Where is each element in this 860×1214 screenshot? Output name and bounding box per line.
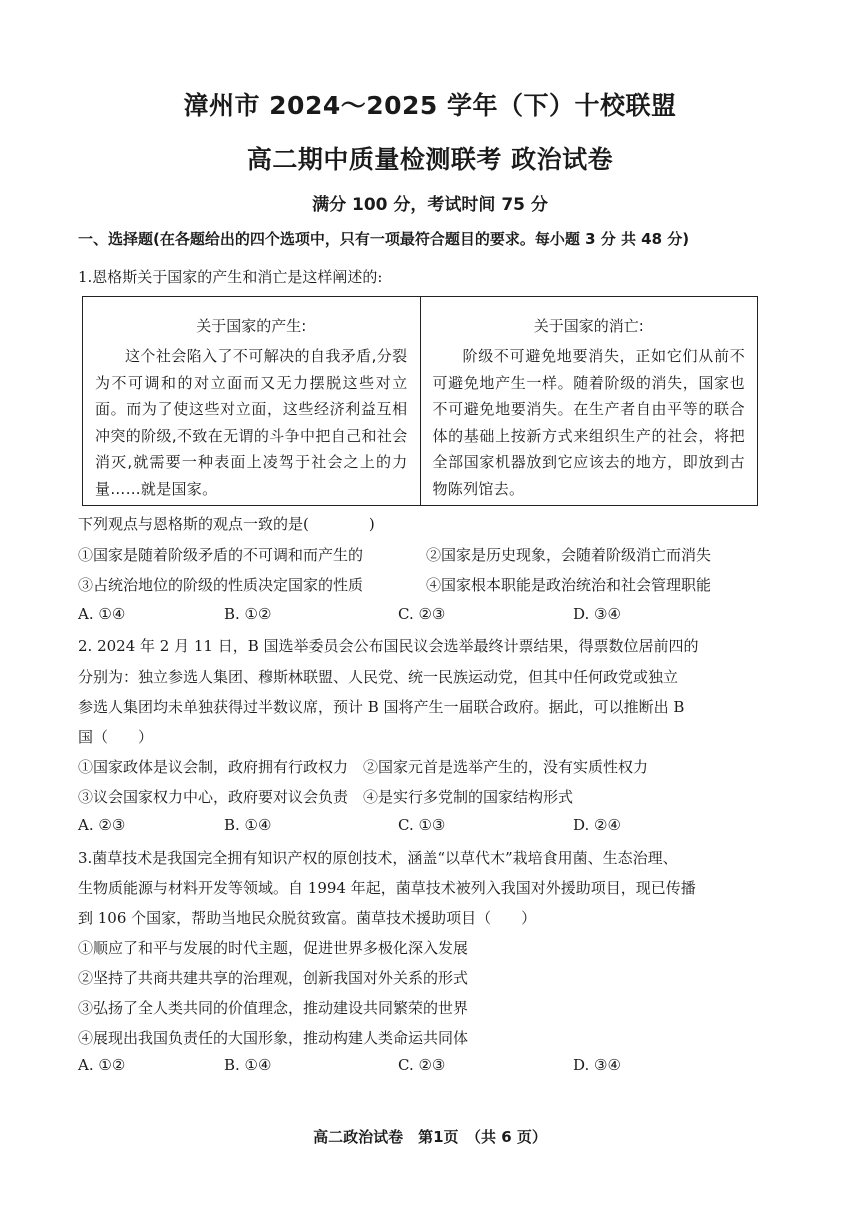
q1-statement-4: ④国家根本职能是政治统治和社会管理职能 [426, 576, 712, 594]
q2-option-d: D. ②④ [573, 816, 621, 834]
exam-title-line1: 漳州市 2024～2025 学年（下）十校联盟 [183, 91, 677, 120]
q2-option-a: A. ②③ [78, 816, 126, 834]
q3-statement-2: ②坚持了共商共建共享的治理观，创新我国对外关系的形式 [78, 969, 469, 987]
section-heading: 一、选择题(在各题给出的四个选项中，只有一项最符合题目的要求。每小题 3 分 共 48 分) [78, 230, 690, 248]
q3-stem-line3: 到 106 个国家，帮助当地民众脱贫致富。菌草技术援助项目（ ） [78, 909, 537, 927]
q2-stem-line4: 国（ ） [78, 728, 154, 746]
q2-option-b: B. ①④ [224, 816, 272, 834]
q2-stem-line1: 2. 2024 年 2 月 11 日，B 国选举委员会公布国民议会选举最终计票结果，得票数位居前四的 [78, 637, 699, 655]
q3-option-a: A. ①② [78, 1056, 126, 1074]
q2-stem-line2: 分别为：独立参选人集团、穆斯林联盟、人民党、统一民族运动党，但其中任何政党或独立 [78, 668, 679, 686]
q3-option-b: B. ①④ [224, 1056, 272, 1074]
q2-statements-3-4: ③议会国家权力中心，政府要对议会负责 ④是实行多党制的国家结构形式 [78, 788, 574, 806]
q1-quote-right [420, 297, 758, 505]
q1-option-a: A. ①④ [78, 605, 126, 623]
q3-statement-3: ③弘扬了全人类共同的价值理念，推动建设共同繁荣的世界 [78, 999, 469, 1017]
q1-statement-1: ①国家是随着阶级矛盾的不可调和而产生的 [78, 546, 364, 564]
q1-option-d: D. ③④ [573, 605, 621, 623]
q1-option-c: C. ②③ [398, 605, 446, 623]
q3-stem-line1: 3.菌草技术是我国完全拥有知识产权的原创技术，涵盖“以草代木”栽培食用菌、生态治理、 [78, 849, 678, 867]
q1-left-heading: 关于国家的产生: [196, 317, 307, 335]
q3-option-d: D. ③④ [573, 1056, 621, 1074]
q3-statement-1: ①顺应了和平与发展的时代主题，促进世界多极化深入发展 [78, 939, 469, 957]
q2-stem-line3: 参选人集团均未单独获得过半数议席，预计 B 国将产生一届联合政府。据此，可以推断出 B [78, 698, 685, 716]
q1-statement-2: ②国家是历史现象，会随着阶级消亡而消失 [426, 546, 712, 564]
q1-quote-left [83, 297, 420, 505]
q1-right-heading: 关于国家的消亡: [533, 317, 644, 335]
q1-option-b: B. ①② [224, 605, 272, 623]
q3-statement-4: ④展现出我国负责任的大国形象，推动构建人类命运共同体 [78, 1029, 469, 1047]
exam-subtitle: 满分 100 分，考试时间 75 分 [312, 195, 548, 215]
q1-stem: 1.恩格斯关于国家的产生和消亡是这样阐述的: [78, 268, 383, 286]
q1-quote-table [82, 296, 758, 506]
q1-statement-3: ③占统治地位的阶级的性质决定国家的性质 [78, 576, 364, 594]
q2-statements-1-2: ①国家政体是议会制，政府拥有行政权力 ②国家元首是选举产生的，没有实质性权力 [78, 758, 649, 776]
page-footer: 高二政治试卷 第1页 （共 6 页） [313, 1128, 547, 1146]
q1-left-body: 这个社会陷入了不可解决的自我矛盾,分裂为不可调和的对立面而又无力摆脱这些对立面。而为了使这些对立面，这些经济利益互相冲突的阶级,不致在无谓的斗争中把自己和社会消灭,就需要一种表面上凌驾于社会之上的力量……就是国家。 [95, 347, 408, 498]
q2-option-c: C. ①③ [398, 816, 446, 834]
q3-stem-line2: 生物质能源与材料开发等领域。自 1994 年起，菌草技术被列入我国对外援助项目，现已传播 [78, 879, 696, 897]
q1-right-body: 阶级不可避免地要消失，正如它们从前不可避免地产生一样。随着阶级的消失，国家也不可避免地要消失。在生产者自由平等的联合体的基础上按新方式来组织生产的社会，将把全部国家机器放到它应该去的地方，即放到古物陈列馆去。 [432, 347, 745, 498]
exam-title-line2: 高二期中质量检测联考 政治试卷 [246, 145, 614, 174]
q3-option-c: C. ②③ [398, 1056, 446, 1074]
q1-question: 下列观点与恩格斯的观点一致的是( ) [78, 515, 375, 533]
